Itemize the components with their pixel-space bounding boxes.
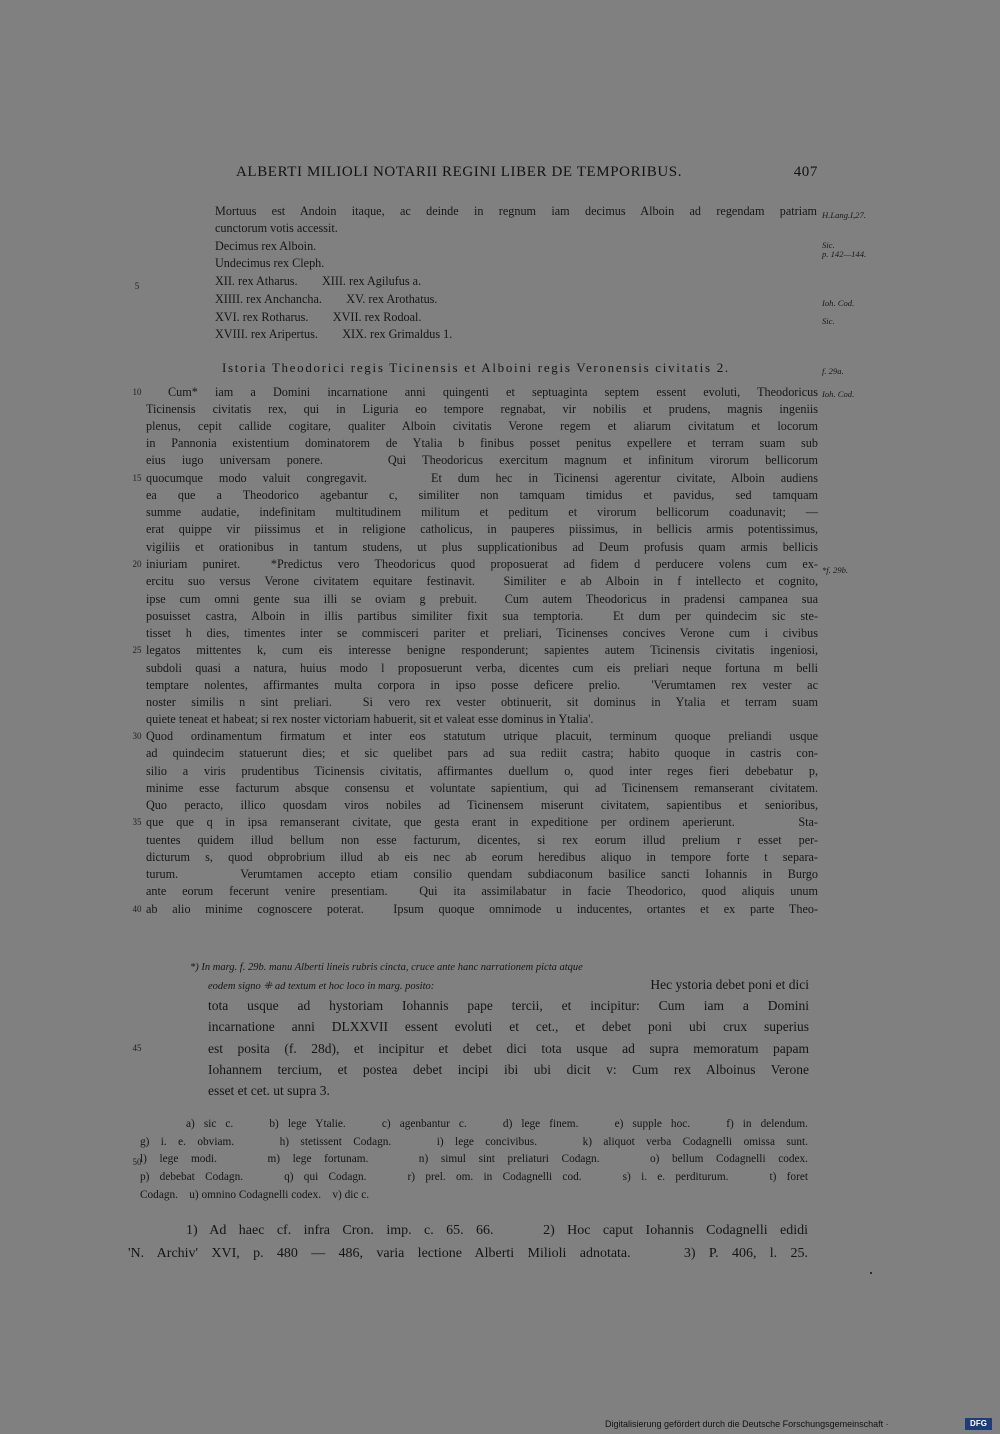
variant-note-line: Codagn. u) omnino Codagnelli codex. v) dic c. (140, 1189, 370, 1201)
list-line: XII. rex Atharus. XIII. rex Agilufus a. (215, 274, 422, 288)
body-line: silio a viris prudentibus Ticinensis civitatis, affirmantes duellum o, quod inter reges fieri debebatur p, (146, 764, 818, 778)
body-line: ad quindecim statuerunt dies; et sic quelibet pars ad sua rediit castra; habito quoque in castris con- (146, 746, 818, 760)
line-number: 20 (132, 559, 142, 569)
line-number: 5 (134, 281, 140, 291)
star-footnote: eodem signo ⁜ ad textum et hoc loco in marg. posito: (208, 981, 435, 992)
body-line: temptare nolentes, affirmantes multa corpora in ipso posse deficere prelio. 'Verumtamen rex vester ac (146, 678, 818, 692)
reference-line: 1) Ad haec cf. infra Cron. imp. c. 65. 66. 2) Hoc caput Iohannis Codagnelli edidi (186, 1223, 808, 1238)
margin-note: Ioh. Cod. (822, 389, 855, 399)
body-line: in Pannonia existentium dominatorem de Ytalia b finibus posset penitus expellere et terram suam sub (146, 436, 818, 450)
body-line: quocumque modo valuit congregavit. Et dum hec in Ticinensi agerentur civitate, Alboin audiens (146, 471, 818, 485)
body-line: minime esse facturum absque consensu et voluntate sapientium, qui ad Ticinensem remanserant civitatem. (146, 781, 818, 795)
body-line: dicturum s, quod obprobrium illud ab eis nec ab eorum heredibus aliquo in tempore forte t separa- (146, 850, 818, 864)
line-number: 15 (132, 473, 142, 483)
body-line: ante eorum fecerunt venire presentiam. Qui ita assimilabatur in facie Theodorico, quod aliquis unum (146, 884, 818, 898)
list-line: XIIII. rex Anchancha. XV. rex Arothatus. (215, 292, 438, 306)
page-number: 407 (793, 164, 818, 180)
body-line: tuentes quidem illud bellum non esse facturum, dicentes, si rex eorum illud prelium r esset per- (146, 833, 818, 847)
body-line: Cum* iam a Domini incarnatione anni quingenti et septuaginta septem essent evoluti, Theodoricus (168, 385, 818, 399)
body-line: Ticinensis civitatis rex, qui in Liguria eo tempore regnabat, vir nobilis et prudens, magnis ingeniis (146, 402, 818, 416)
star-footnote-text: Hec ystoria debet poni et dici (650, 977, 809, 992)
body-line: que que q in ipsa remanserant civitate, que gesta erant in expeditione per ordinem aperierunt. Sta- (146, 815, 818, 829)
line-number: 35 (132, 817, 142, 827)
margin-note: f. 29a. (822, 366, 844, 376)
list-line: XVIII. rex Aripertus. XIX. rex Grimaldus 1. (215, 327, 453, 341)
margin-note: p. 142—144. (822, 249, 867, 259)
star-footnote-text: tota usque ad hystoriam Iohannis pape tercii, et incipitur: Cum iam a Domini (208, 998, 809, 1013)
line-number: 25 (132, 645, 142, 655)
body-line: Quo peracto, illico quosdam viros nobiles ad Ticinensem miserunt civitatem, sapientibus et senioribus, (146, 798, 818, 812)
margin-note: Ioh. Cod. (822, 298, 855, 308)
digitization-credit: Digitalisierung gefördert durch die Deutsche Forschungsgemeinschaft · (605, 1419, 889, 1429)
line-number: 10 (132, 387, 142, 397)
line-number: 50 (132, 1157, 142, 1167)
running-title: ALBERTI MILIOLI NOTARII REGINI LIBER DE TEMPORIBUS. (236, 164, 683, 180)
line-number: 45 (132, 1043, 142, 1053)
body-line: erat quippe vir piissimus et in religione catholicus, in pauperes piissimus, in bellicis armis potentissimus, (146, 522, 818, 536)
variant-note-line: p) debebat Codagn. q) qui Codagn. r) prel. om. in Codagnelli cod. s) i. e. perditurum. t) foret (140, 1171, 808, 1183)
body-line: ipse cum omni gente sua illi se oviam g prebuit. Cum autem Theodoricus in pradensi campanea sua (146, 592, 818, 606)
list-line: Mortuus est Andoin itaque, ac deinde in regnum iam decimus Alboin ad regendam patriam (215, 204, 817, 218)
running-header (236, 164, 818, 181)
star-footnote-text: est posita (f. 28d), et incipitur et debet dici tota usque ad supra memoratum papam (208, 1041, 809, 1056)
body-line: legatos mittentes k, cum eis interesse benigne responderunt; sapientes autem Ticinensis civitatis ingeniosi, (146, 643, 818, 657)
body-line: ea que a Theodorico agebantur c, similiter non tamquam timidus et pavidus, sed tamquam (146, 488, 818, 502)
line-number: 30 (132, 731, 142, 741)
body-line: tisset h dies, timentes inter se commisceri pariter et preliari, Ticinenses concives Verone cum i civibus (146, 626, 818, 640)
body-line: ab alio minime cognoscere poterat. Ipsum quoque omnimode u inducentes, ortantes et ex parte Theo- (146, 902, 818, 916)
variant-note-line: a) sic c. b) lege Ytalie. c) agenbantur c. d) lege finem. e) supple hoc. f) in delendum. (186, 1118, 808, 1130)
body-line: subdoli quasi a natura, huius modo l proposuerunt verba, dicentes cum eis preliari neque fortuna m belli (146, 661, 818, 675)
list-line: Undecimus rex Cleph. (215, 256, 325, 270)
margin-note: Sic. (822, 240, 835, 250)
variant-note-line: g) i. e. obviam. h) stetissent Codagn. i) lege concivibus. k) aliquot verba Codagnelli omissa sunt. (140, 1136, 808, 1148)
body-line: eius iugo universam ponere. Qui Theodoricus exercitum magnum et infinitum virorum bellicorum (146, 453, 818, 467)
star-footnote: *) In marg. f. 29b. manu Alberti lineis rubris cincta, cruce ante hanc narrationem picta atque (190, 962, 583, 973)
section-title: Istoria Theodorici regis Ticinensis et Alboini regis Veronensis civitatis 2. (222, 360, 730, 375)
scan-mark (870, 1272, 872, 1274)
margin-note: *f. 29b. (822, 565, 849, 575)
variant-note-line: l) lege modi. m) lege fortunam. n) simul sint preliaturi Codagn. o) bellum Codagnelli codex. (140, 1153, 808, 1165)
list-line: Decimus rex Alboin. (215, 239, 317, 253)
body-line: iniuriam puniret. *Predictus vero Theodoricus quod proposuerat ad fidem d perducere volens cum ex- (146, 557, 818, 571)
body-line: quiete teneat et habeat; si rex noster victoriam habuerit, sit et valeat esse dominus in Ytalia'. (146, 712, 594, 726)
list-line: cunctorum votis accessit. (215, 221, 338, 235)
margin-note: Sic. (822, 316, 835, 326)
body-line: summe audatie, indefinitam multitudinem militum et peditum et virorum bellicorum coadunavit; — (146, 505, 818, 519)
body-line: plenus, cepit callide cogitare, qualiter Alboin civitatis Verone regem et aliarum civitatum et locorum (146, 419, 818, 433)
body-line: ercitu suo versus Verone civitatem equitare festinavit. Similiter e ab Alboin in f intellecto et cognito, (146, 574, 818, 588)
body-line: posuisset castra, Alboin in illis partibus similiter fixit sua temptoria. Et dum per quindecim sic ste- (146, 609, 818, 623)
body-line: noster similis n sint preliari. Si vero rex vester obtinuerit, sit dominus in Ytalia et terram suam (146, 695, 818, 709)
body-line: Quod ordinamentum firmatum et inter eos statutum utrique placuit, terminum quoque preliandi usque (146, 729, 818, 743)
star-footnote-text: esset et cet. ut supra 3. (208, 1083, 330, 1098)
star-footnote-text: Iohannem tercium, et postea debet incipi ibi ubi dicit v: Cum rex Alboinus Verone (208, 1062, 809, 1077)
body-line: vigiliis et orationibus in tantum studens, ut plus supplicationibus ad Deum profusis quam armis bellicis (146, 540, 818, 554)
margin-note: H.Lang.I,27. (822, 210, 866, 220)
line-number: 40 (132, 904, 142, 914)
dfg-logo: DFG (965, 1418, 992, 1430)
list-line: XVI. rex Rotharus. XVII. rex Rodoal. (215, 310, 422, 324)
reference-line: 'N. Archiv' XVI, p. 480 — 486, varia lectione Alberti Milioli adnotata. 3) P. 406, l. 25. (128, 1246, 808, 1261)
body-line: turum. Verumtamen accepto etiam consilio quendam subdiaconum basilice sancti Iohannis in Burgo (146, 867, 818, 881)
star-footnote-text: incarnatione anni DLXXVII essent evoluti et cet., et debet poni ubi crux superius (208, 1019, 809, 1034)
